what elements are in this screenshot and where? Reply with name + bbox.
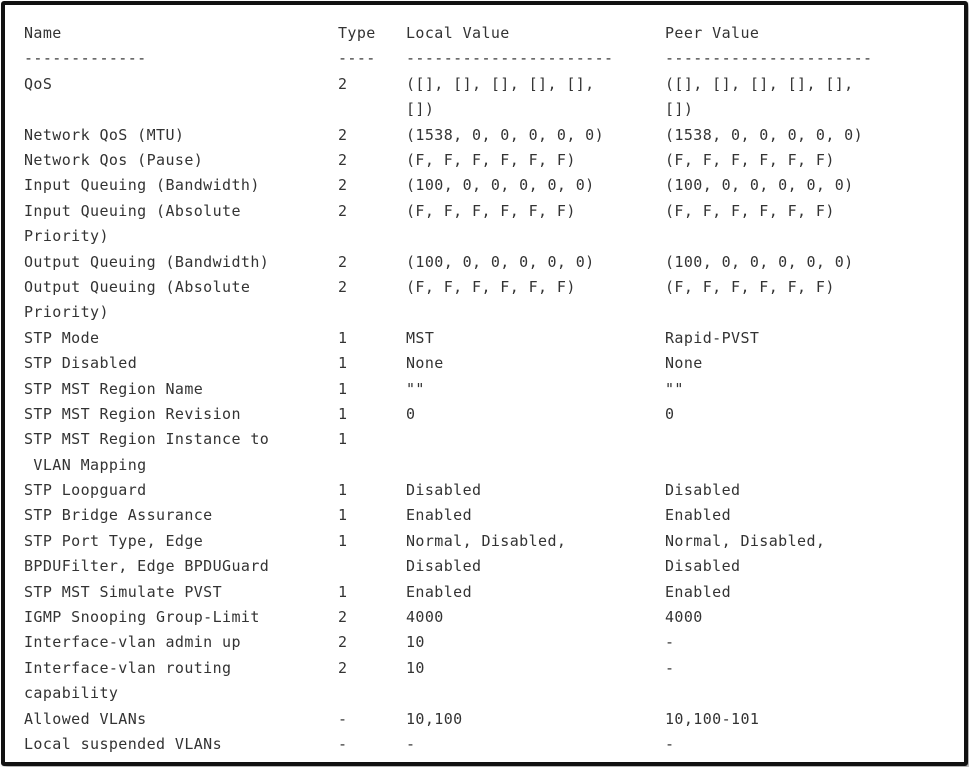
parameter-name-line: Interface-vlan admin up	[24, 633, 241, 652]
header-peer-value: Peer Value	[665, 24, 760, 42]
peer-value	[665, 377, 930, 402]
peer-value	[665, 199, 930, 224]
table-row	[24, 503, 954, 528]
local-value	[406, 173, 661, 198]
parameter-name	[24, 427, 329, 478]
table-row	[24, 326, 954, 351]
local-value	[406, 72, 661, 123]
peer-value-line: Disabled	[665, 557, 741, 576]
parameter-rows	[24, 72, 954, 758]
separator-peer-value: ----------------------	[665, 49, 873, 68]
parameter-name-line: Interface-vlan routing	[24, 658, 232, 677]
parameter-name-line: Output Queuing (Bandwidth)	[24, 252, 270, 271]
parameter-name-line: Priority)	[24, 227, 109, 246]
local-value	[406, 630, 661, 655]
peer-value-line: Disabled	[665, 481, 741, 500]
parameter-type: 1	[338, 481, 348, 500]
peer-value	[665, 656, 930, 681]
local-value-line: (F, F, F, F, F, F)	[406, 277, 576, 296]
local-value-line: 10	[406, 633, 425, 652]
local-value-line: MST	[406, 328, 435, 347]
peer-value	[665, 580, 930, 605]
parameter-name-line: STP MST Region Revision	[24, 404, 241, 423]
peer-value	[665, 605, 930, 630]
local-value-line: 10,100	[406, 709, 463, 728]
peer-value	[665, 250, 930, 275]
local-value	[406, 402, 661, 427]
parameter-type: 1	[338, 354, 348, 373]
local-value-line: ([], [], [], [], [],	[406, 74, 595, 93]
local-value	[406, 250, 661, 275]
parameter-name	[24, 580, 329, 605]
peer-value	[665, 351, 930, 376]
local-value	[406, 377, 661, 402]
parameter-name	[24, 123, 329, 148]
local-value	[406, 529, 661, 580]
header-local-value: Local Value	[406, 24, 510, 42]
consistency-parameters-output	[24, 21, 954, 757]
parameter-type: 1	[338, 328, 348, 347]
parameter-name-line: capability	[24, 684, 119, 703]
local-value-line: (F, F, F, F, F, F)	[406, 201, 576, 220]
parameter-name-line: STP Port Type, Edge	[24, 531, 204, 550]
parameter-name	[24, 529, 329, 580]
table-row	[24, 250, 954, 275]
peer-value-line: Enabled	[665, 582, 732, 601]
table-row	[24, 148, 954, 173]
header-row	[24, 21, 954, 46]
peer-value-line: Rapid-PVST	[665, 328, 760, 347]
peer-value-line: [])	[665, 100, 694, 119]
peer-value-line: (100, 0, 0, 0, 0, 0)	[665, 176, 854, 195]
peer-value	[665, 402, 930, 427]
local-value	[406, 605, 661, 630]
peer-value-line: ""	[665, 379, 684, 398]
parameter-name	[24, 656, 329, 707]
parameter-type: 1	[338, 430, 348, 449]
parameter-name-line: Input Queuing (Bandwidth)	[24, 176, 260, 195]
table-row	[24, 656, 954, 707]
parameter-name-line: Priority)	[24, 303, 109, 322]
local-value-line: Normal, Disabled,	[406, 531, 567, 550]
peer-value	[665, 123, 930, 148]
parameter-type: 1	[338, 404, 348, 423]
parameter-name	[24, 199, 329, 250]
local-value	[406, 351, 661, 376]
local-value-line: (100, 0, 0, 0, 0, 0)	[406, 252, 595, 271]
local-value	[406, 732, 661, 757]
peer-value	[665, 478, 930, 503]
local-value-line: (F, F, F, F, F, F)	[406, 150, 576, 169]
local-value-line: -	[406, 735, 416, 754]
peer-value-line: (100, 0, 0, 0, 0, 0)	[665, 252, 854, 271]
parameter-name	[24, 173, 329, 198]
peer-value-line: 0	[665, 404, 675, 423]
local-value-line: (1538, 0, 0, 0, 0, 0)	[406, 125, 605, 144]
parameter-name	[24, 326, 329, 351]
parameter-name	[24, 732, 329, 757]
parameter-name-line: QoS	[24, 74, 53, 93]
local-value-line: Disabled	[406, 481, 482, 500]
peer-value	[665, 707, 930, 732]
parameter-type: -	[338, 709, 348, 728]
peer-value-line: ([], [], [], [], [],	[665, 74, 854, 93]
header-type: Type	[338, 24, 376, 42]
peer-value	[665, 275, 930, 300]
parameter-name-line: STP MST Simulate PVST	[24, 582, 223, 601]
parameter-type: 2	[338, 74, 348, 93]
table-row	[24, 123, 954, 148]
parameter-name	[24, 402, 329, 427]
table-row	[24, 580, 954, 605]
parameter-name-line: STP Loopguard	[24, 481, 147, 500]
table-row	[24, 605, 954, 630]
peer-value-line: (F, F, F, F, F, F)	[665, 201, 835, 220]
local-value	[406, 148, 661, 173]
local-value-line: Enabled	[406, 506, 473, 525]
table-row	[24, 707, 954, 732]
peer-value-line: (F, F, F, F, F, F)	[665, 277, 835, 296]
local-value	[406, 656, 661, 681]
parameter-name	[24, 605, 329, 630]
parameter-name-line: Output Queuing (Absolute	[24, 277, 251, 296]
peer-value	[665, 148, 930, 173]
parameter-type: 2	[338, 176, 348, 195]
peer-value-line: None	[665, 354, 703, 373]
peer-value-line: Enabled	[665, 506, 732, 525]
parameter-name-line: BPDUFilter, Edge BPDUGuard	[24, 557, 270, 576]
parameter-name-line: Local suspended VLANs	[24, 735, 223, 754]
parameter-name-line: Input Queuing (Absolute	[24, 201, 241, 220]
local-value	[406, 123, 661, 148]
parameter-name	[24, 250, 329, 275]
table-row	[24, 275, 954, 326]
parameter-type: 2	[338, 633, 348, 652]
local-value	[406, 503, 661, 528]
peer-value	[665, 732, 930, 757]
parameter-name	[24, 503, 329, 528]
table-row	[24, 478, 954, 503]
local-value-line: (100, 0, 0, 0, 0, 0)	[406, 176, 595, 195]
parameter-type: 1	[338, 531, 348, 550]
peer-value-line: -	[665, 735, 675, 754]
local-value-line: [])	[406, 100, 435, 119]
peer-value-line: 10,100-101	[665, 709, 760, 728]
parameter-type: 1	[338, 582, 348, 601]
local-value	[406, 707, 661, 732]
local-value-line: 0	[406, 404, 416, 423]
peer-value	[665, 529, 930, 580]
parameter-name	[24, 630, 329, 655]
parameter-name-line: Allowed VLANs	[24, 709, 147, 728]
local-value	[406, 326, 661, 351]
parameter-name	[24, 351, 329, 376]
parameter-type: -	[338, 735, 348, 754]
parameter-name-line: IGMP Snooping Group-Limit	[24, 608, 260, 627]
parameter-name	[24, 72, 329, 97]
parameter-type: 2	[338, 252, 348, 271]
header-name: Name	[24, 24, 62, 42]
parameter-name	[24, 377, 329, 402]
local-value-line: ""	[406, 379, 425, 398]
parameter-type: 2	[338, 658, 348, 677]
local-value	[406, 199, 661, 224]
peer-value	[665, 630, 930, 655]
peer-value	[665, 173, 930, 198]
local-value	[406, 275, 661, 300]
peer-value-line: (1538, 0, 0, 0, 0, 0)	[665, 125, 864, 144]
parameter-name-line: STP MST Region Name	[24, 379, 204, 398]
parameter-name-line: VLAN Mapping	[24, 455, 147, 474]
parameter-type: 1	[338, 506, 348, 525]
local-value	[406, 478, 661, 503]
table-row	[24, 630, 954, 655]
peer-value	[665, 326, 930, 351]
parameter-name-line: Network Qos (Pause)	[24, 150, 204, 169]
parameter-name-line: STP Bridge Assurance	[24, 506, 213, 525]
local-value-line: Disabled	[406, 557, 482, 576]
table-row	[24, 377, 954, 402]
separator-type: ----	[338, 49, 376, 68]
local-value-line: 4000	[406, 608, 444, 627]
table-row	[24, 427, 954, 478]
peer-value-line: (F, F, F, F, F, F)	[665, 150, 835, 169]
table-row	[24, 529, 954, 580]
parameter-type: 2	[338, 277, 348, 296]
parameter-name-line: STP Mode	[24, 328, 100, 347]
parameter-type: 2	[338, 608, 348, 627]
table-row	[24, 72, 954, 123]
separator-row	[24, 46, 954, 71]
peer-value-line: 4000	[665, 608, 703, 627]
screenshot-frame	[1, 1, 968, 766]
peer-value	[665, 503, 930, 528]
parameter-name	[24, 478, 329, 503]
parameter-name-line: Network QoS (MTU)	[24, 125, 185, 144]
parameter-type: 2	[338, 150, 348, 169]
separator-local-value: ----------------------	[406, 49, 614, 68]
separator-name: -------------	[24, 49, 147, 68]
peer-value-line: -	[665, 658, 675, 677]
parameter-name-line: STP Disabled	[24, 354, 138, 373]
peer-value-line: -	[665, 633, 675, 652]
parameter-name	[24, 148, 329, 173]
parameter-name-line: STP MST Region Instance to	[24, 430, 270, 449]
local-value	[406, 580, 661, 605]
parameter-type: 1	[338, 379, 348, 398]
parameter-type: 2	[338, 125, 348, 144]
local-value-line: None	[406, 354, 444, 373]
peer-value	[665, 72, 930, 123]
parameter-name	[24, 707, 329, 732]
parameter-name	[24, 275, 329, 326]
local-value-line: 10	[406, 658, 425, 677]
table-row	[24, 173, 954, 198]
table-row	[24, 351, 954, 376]
parameter-type: 2	[338, 201, 348, 220]
table-row	[24, 402, 954, 427]
peer-value-line: Normal, Disabled,	[665, 531, 826, 550]
table-row	[24, 732, 954, 757]
table-row	[24, 199, 954, 250]
local-value-line: Enabled	[406, 582, 473, 601]
